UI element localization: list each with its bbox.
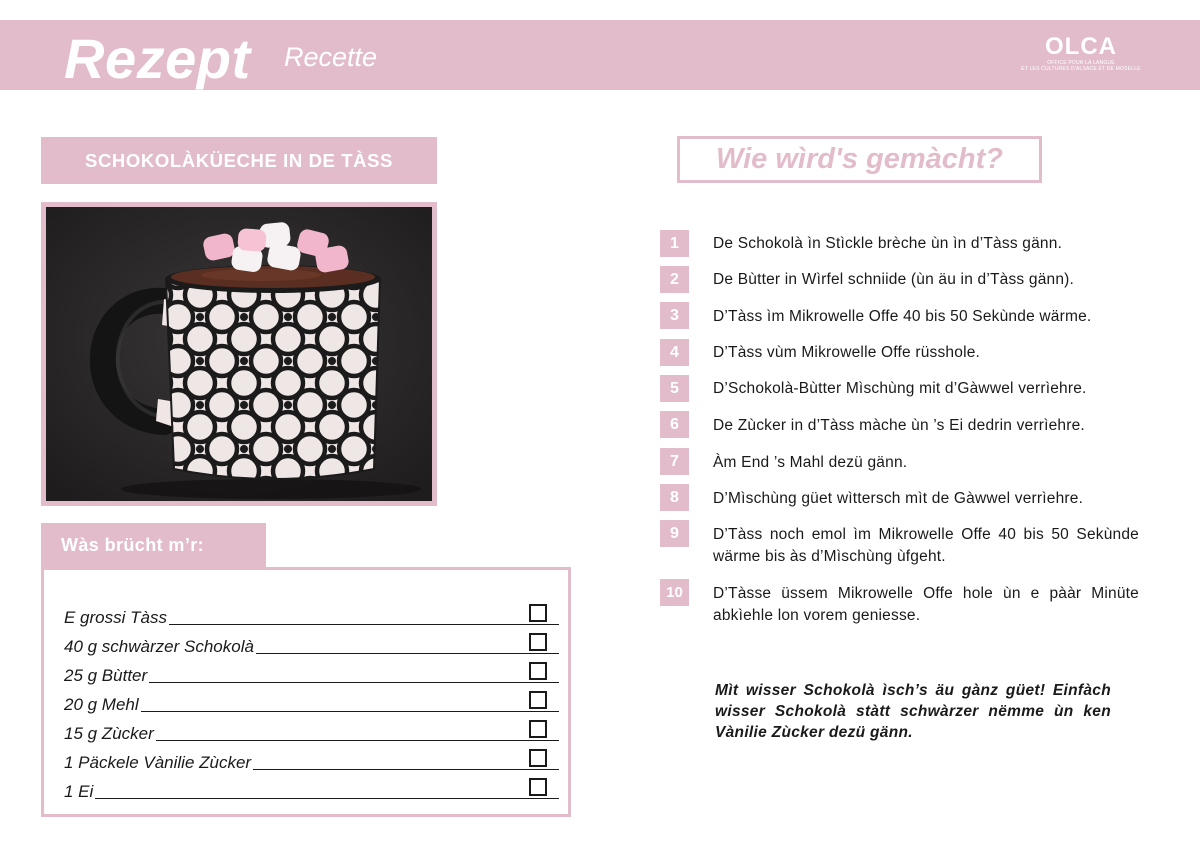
ingredient-row: [64, 693, 559, 715]
step-text: De Schokolà ìn Stìckle brèche ùn ìn d’Tàss gänn.: [713, 235, 1063, 252]
ingredient-checkbox[interactable]: [529, 749, 547, 767]
leader-line: [253, 769, 559, 770]
step-number: 3: [660, 302, 689, 329]
step-text: D’Mìschùng güet wìttersch mìt de Gàwwel verrìehre.: [713, 490, 1084, 507]
recipe-photo: [41, 202, 437, 506]
ingredient-checkbox[interactable]: [529, 720, 547, 738]
step-text: Àm End ’s Mahl dezü gänn.: [713, 454, 908, 471]
ingredient-checkbox[interactable]: [529, 662, 547, 680]
olca-logo: [1020, 34, 1142, 78]
leader-line: [95, 798, 559, 799]
step-number: 2: [660, 266, 689, 293]
recipe-tip: Mìt wisser Schokolà ìsch’s äu gànz güet! Einfàch wisser Schokolà stàtt schwàrzer nëmme ùn ken Vànilie Zùcker dezü gänn.: [715, 682, 1111, 741]
step-number: 9: [660, 520, 689, 547]
ingredient-row: [64, 635, 559, 657]
step-number: 5: [660, 375, 689, 402]
step-number: 1: [660, 230, 689, 257]
step-number: 8: [660, 484, 689, 511]
ingredient-label: 1 Päckele Vànilie Zùcker: [64, 753, 252, 772]
ingredient-checkbox[interactable]: [529, 691, 547, 709]
step-text: De Bùtter in Wìrfel schniide (ùn äu in d’Tàss gänn).: [713, 271, 1075, 288]
page-subtitle: Recette: [284, 42, 378, 72]
header-band: [0, 20, 1200, 90]
ingredient-label: 25 g Bùtter: [64, 666, 148, 685]
method-title: Wie wìrd's gemàcht?: [677, 136, 1042, 183]
ingredient-label: E grossi Tàss: [64, 608, 167, 627]
step-number: 4: [660, 339, 689, 366]
ingredient-row: [64, 606, 559, 628]
ingredient-row: [64, 751, 559, 773]
logo-line-1: OFFICE POUR LA LANGUE: [1047, 60, 1115, 66]
step-number: 6: [660, 411, 689, 438]
page-title: Rezept: [64, 27, 251, 90]
step-text: D’Tàss noch emol ìm Mikrowelle Offe 40 bis 50 Sekùnde wärme bis às d’Mìschùng ùfgeht.: [713, 526, 1139, 565]
step-text: De Zùcker in d’Tàss màche ùn ’s Ei dedrin verrìehre.: [713, 417, 1085, 434]
step-text: D’Tàsse üssem Mikrowelle Offe hole ùn e pààr Minüte abkìehle lon vorem geniesse.: [713, 585, 1139, 624]
step-number: 10: [660, 579, 689, 606]
ingredients-title: Wàs brücht m’r:: [41, 523, 266, 567]
step-text: D’Schokolà-Bùtter Mìschùng mit d’Gàwwel verrìehre.: [713, 380, 1087, 397]
recipe-name: SCHOKOLÀKÜECHE IN DE TÀSS: [41, 137, 437, 184]
leader-line: [149, 682, 559, 683]
leader-line: [156, 740, 559, 741]
ingredient-row: [64, 664, 559, 686]
mug-with-marshmallows-photo: [46, 207, 432, 501]
ingredient-checkbox[interactable]: [529, 633, 547, 651]
ingredient-checkbox[interactable]: [529, 604, 547, 622]
ingredient-checkbox[interactable]: [529, 778, 547, 796]
leader-line: [256, 653, 559, 654]
step-number: 7: [660, 448, 689, 475]
ingredient-label: 1 Ei: [64, 782, 94, 801]
ingredient-row: [64, 780, 559, 802]
leader-line: [141, 711, 559, 712]
ingredient-row: [64, 722, 559, 744]
logo-line-2: ET LES CULTURES D'ALSACE ET DE MOSELLE: [1021, 66, 1141, 72]
step-text: D’Tàss ìm Mikrowelle Offe 40 bis 50 Sekùnde wärme.: [713, 308, 1092, 325]
ingredient-label: 20 g Mehl: [64, 695, 139, 714]
ingredients-list: [41, 567, 571, 817]
leader-line: [169, 624, 559, 625]
ingredient-label: 15 g Zùcker: [64, 724, 154, 743]
ingredient-label: 40 g schwàrzer Schokolà: [64, 637, 254, 656]
logo-word: OLCA: [1045, 33, 1117, 60]
step-text: D’Tàss vùm Mikrowelle Offe rüsshole.: [713, 344, 981, 361]
